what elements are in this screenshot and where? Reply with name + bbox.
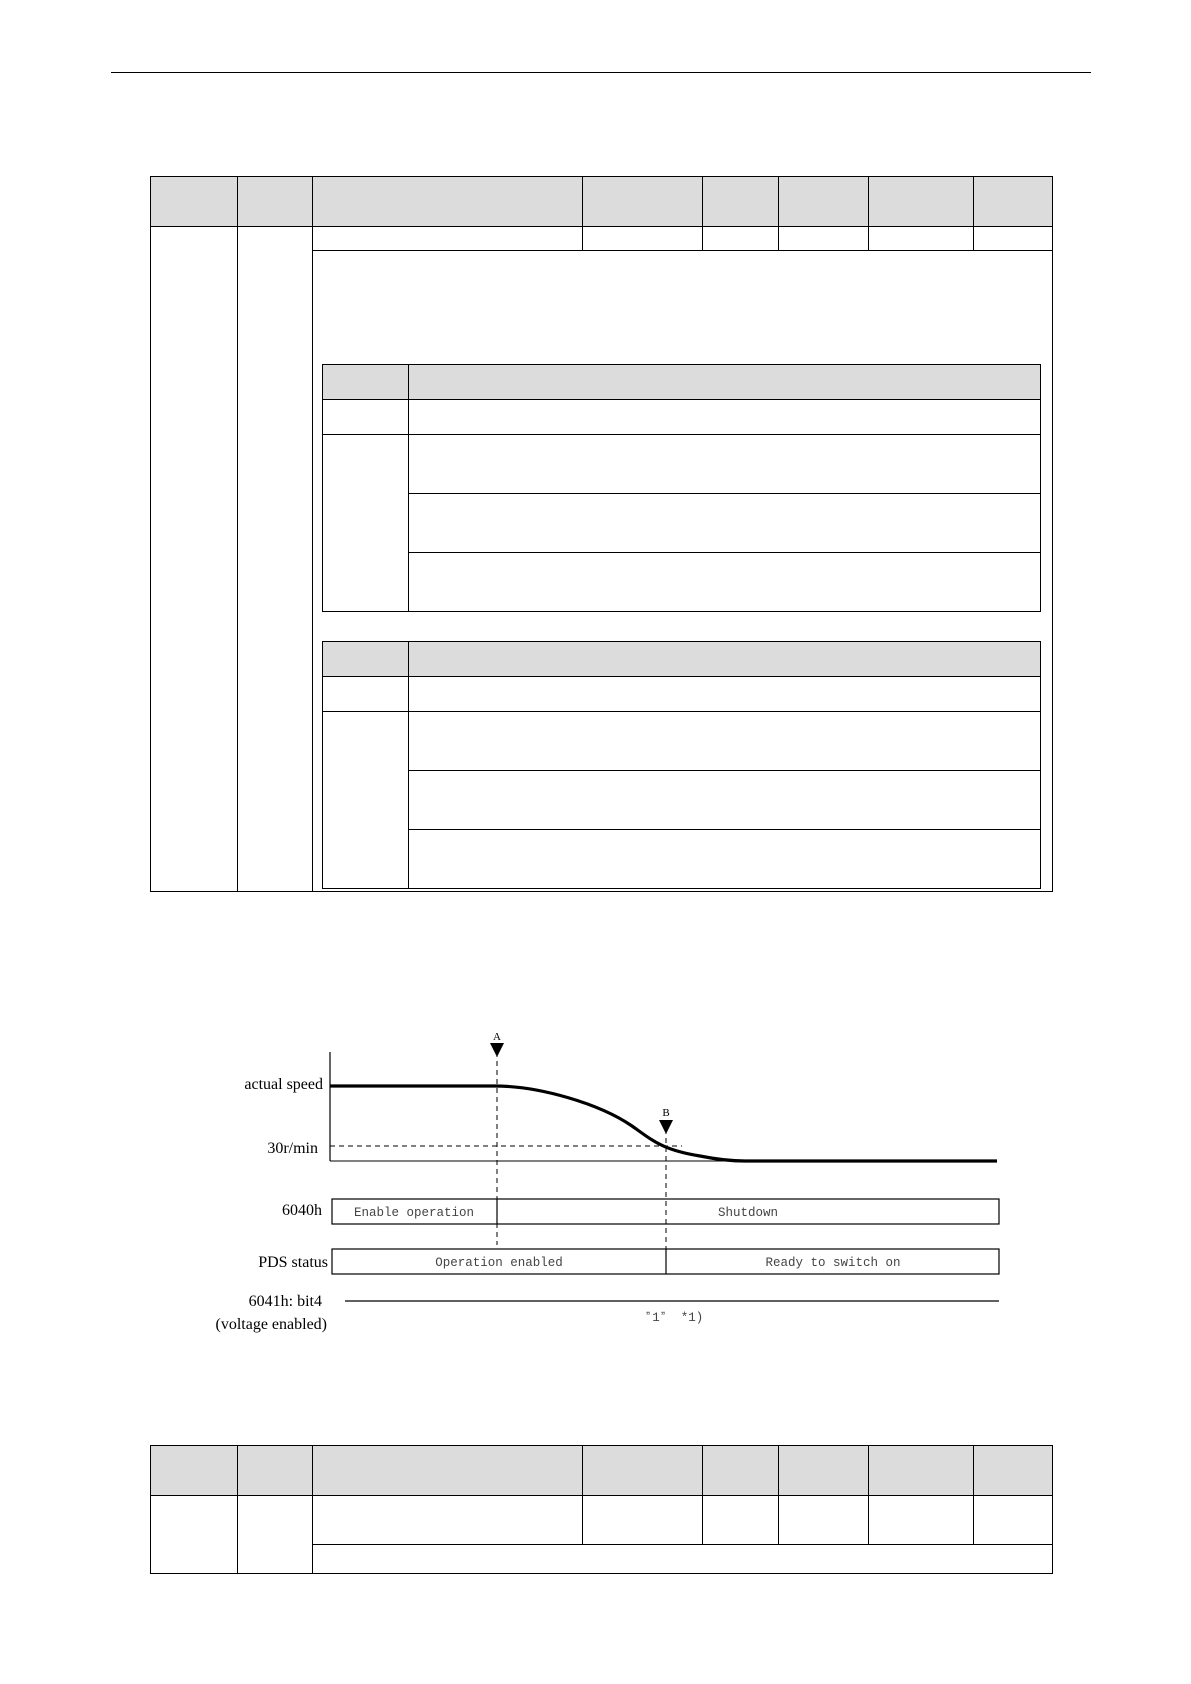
header-cell [703, 1446, 779, 1496]
y-axis-label: actual speed [244, 1076, 323, 1093]
header-cell [313, 1446, 583, 1496]
signal-6041h-note: *1) [680, 1311, 704, 1325]
header-cell [779, 1446, 869, 1496]
subindex-cell [238, 1496, 313, 1574]
header-cell [238, 1446, 313, 1496]
cell [869, 1496, 974, 1545]
segment-shutdown: Shutdown [717, 1206, 779, 1220]
cell [583, 1496, 703, 1545]
table-header-row [151, 1446, 1053, 1496]
parameter-table-2 [150, 1445, 1053, 1574]
cell [313, 1496, 583, 1545]
header-cell [583, 1446, 703, 1496]
signal-6041h-sublabel: (voltage enabled) [215, 1316, 327, 1333]
signal-pds-label: PDS status [258, 1254, 328, 1271]
marker-a-label: A [493, 1031, 501, 1043]
segment-operation-enabled: Operation enabled [435, 1256, 563, 1270]
signal-6041h-value: ˮ1ˮ [644, 1311, 668, 1325]
cell [703, 1496, 779, 1545]
cell [974, 1496, 1053, 1545]
table-row [151, 1496, 1053, 1545]
segment-ready-to-switch-on: Ready to switch on [765, 1256, 901, 1270]
description-cell [313, 1545, 1053, 1574]
signal-6040h-label: 6040h [282, 1202, 322, 1219]
threshold-label: 30r/min [267, 1140, 318, 1157]
cell [779, 1496, 869, 1545]
header-cell [151, 1446, 238, 1496]
header-cell [974, 1446, 1053, 1496]
index-cell [151, 1496, 238, 1574]
marker-b-label: B [662, 1107, 670, 1119]
signal-6041h-label: 6041h: bit4 [248, 1293, 322, 1310]
segment-enable-operation: Enable operation [353, 1206, 475, 1220]
header-cell [869, 1446, 974, 1496]
